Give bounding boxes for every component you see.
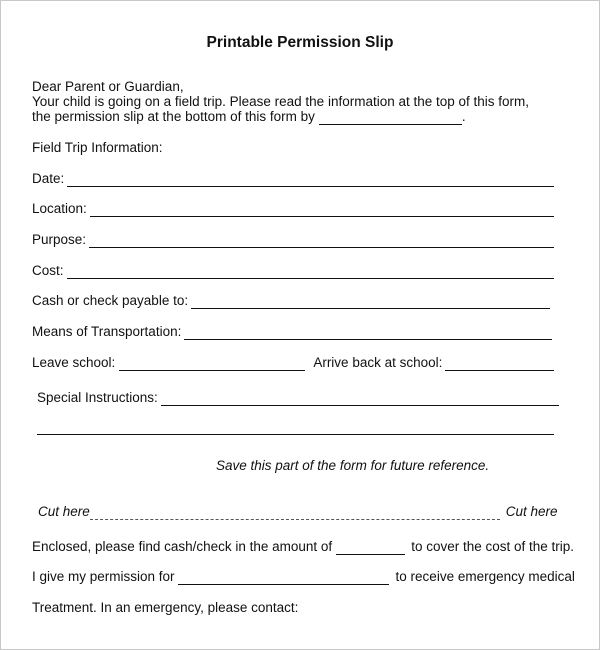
- permission-row: [32, 569, 575, 585]
- cut-here-right: Cut here: [505, 504, 558, 519]
- treatment-text: Treatment. In an emergency, please contact:: [32, 600, 299, 615]
- enclosed-text: Enclosed, please find cash/check in the amount of: [32, 539, 333, 554]
- cut-line: [38, 504, 558, 520]
- arrive-field[interactable]: [445, 359, 554, 371]
- cost-row: [32, 263, 554, 279]
- intro-line-2-text: the permission slip at the bottom of this form by: [32, 109, 315, 124]
- greeting: Dear Parent or Guardian,: [32, 79, 184, 94]
- page-title: Printable Permission Slip: [206, 34, 394, 51]
- return-by-date-field[interactable]: [319, 113, 462, 125]
- payable-label: Cash or check payable to:: [32, 293, 189, 308]
- instructions-field[interactable]: [161, 394, 559, 406]
- enclosed-row: [32, 539, 574, 555]
- payable-row: [32, 293, 550, 309]
- save-note: Save this part of the form for future reference.: [216, 458, 490, 473]
- transport-field[interactable]: [184, 328, 552, 340]
- enclosed-text-end: to cover the cost of the trip.: [411, 539, 575, 554]
- location-field[interactable]: [90, 205, 554, 217]
- date-field[interactable]: [67, 175, 554, 187]
- purpose-field[interactable]: [89, 236, 554, 248]
- transport-row: [32, 324, 552, 340]
- cut-dashed-line: [90, 510, 500, 520]
- amount-field[interactable]: [336, 543, 405, 555]
- intro-line-1: Your child is going on a field trip. Please read the information at the top of this form,: [32, 94, 530, 109]
- location-label: Location:: [32, 201, 87, 216]
- leave-label: Leave school:: [32, 355, 116, 370]
- permission-text-end: to receive emergency medical: [395, 569, 575, 584]
- cut-here-left: Cut here: [38, 504, 90, 519]
- instructions-field-line-2[interactable]: [37, 434, 554, 435]
- date-label: Date:: [32, 171, 65, 186]
- cost-label: Cost:: [32, 263, 64, 278]
- leave-arrive-row: [32, 355, 554, 371]
- location-row: [32, 201, 554, 217]
- purpose-row: [32, 232, 554, 248]
- date-row: [32, 171, 554, 187]
- permission-text: I give my permission for: [32, 569, 175, 584]
- section-heading: Field Trip Information:: [32, 140, 163, 155]
- child-name-field[interactable]: [178, 573, 389, 585]
- transport-label: Means of Transportation:: [32, 324, 182, 339]
- cost-field[interactable]: [67, 267, 554, 279]
- purpose-label: Purpose:: [32, 232, 87, 247]
- instructions-label: Special Instructions:: [37, 390, 158, 405]
- intro-line-2: the permission slip at the bottom of this form by .: [32, 109, 466, 124]
- leave-field[interactable]: [119, 359, 305, 371]
- payable-field[interactable]: [191, 297, 550, 309]
- instructions-row: [37, 390, 559, 406]
- arrive-label: Arrive back at school:: [313, 355, 443, 370]
